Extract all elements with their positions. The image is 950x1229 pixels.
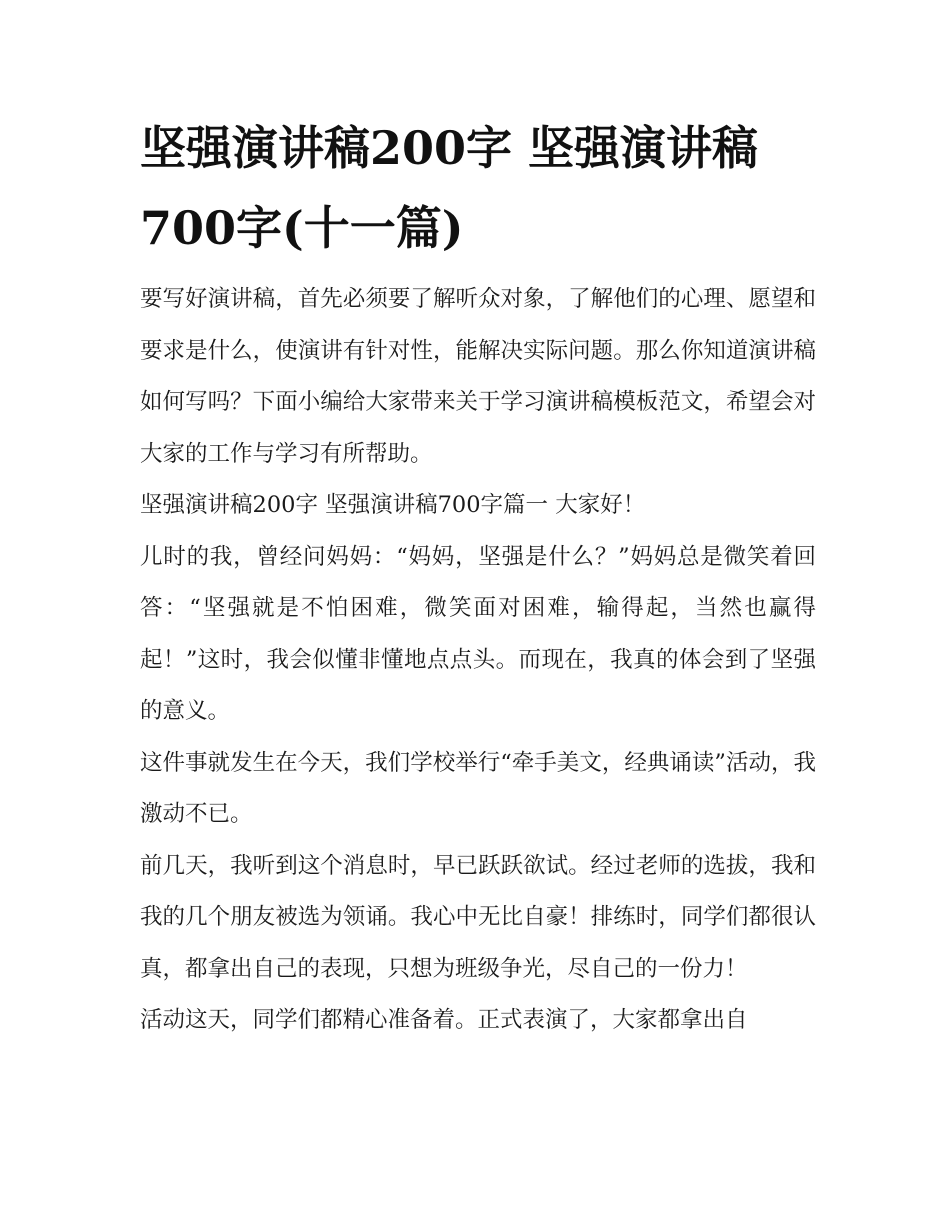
body-paragraph: 儿时的我，曾经问妈妈：“妈妈，坚强是什么？”妈妈总是微笑着回答：“坚强就是不怕困难，微笑面对困难，输得起，当然也赢得起！”这时，我会似懂非懂地点点头。而现在，我真的体会到了坚强的意义。 [140,543,816,724]
section-heading-paragraph: 坚强演讲稿200字 坚强演讲稿700字篇一 大家好！ [140,492,646,518]
document-body [140,108,816,1047]
document-title: 坚强演讲稿200字 坚强演讲稿700字(十一篇) [140,121,759,255]
intro-paragraph: 要写好演讲稿，首先必须要了解听众对象，了解他们的心理、愿望和要求是什么，使演讲有针对性，能解决实际问题。那么你知道演讲稿如何写吗？下面小编给大家带来关于学习演讲稿模板范文，希望会对大家的工作与学习有所帮助。 [140,286,816,467]
body-paragraph: 活动这天，同学们都精心准备着。正式表演了，大家都拿出自 [140,1007,748,1033]
body-paragraph: 前几天，我听到这个消息时，早已跃跃欲试。经过老师的选拔，我和我的几个朋友被选为领诵。我心中无比自豪！排练时，同学们都很认真，都拿出自己的表现，只想为班级争光，尽自己的一份力！ [140,852,816,982]
body-paragraph: 这件事就发生在今天，我们学校举行“牵手美文，经典诵读”活动，我激动不已。 [140,749,816,827]
